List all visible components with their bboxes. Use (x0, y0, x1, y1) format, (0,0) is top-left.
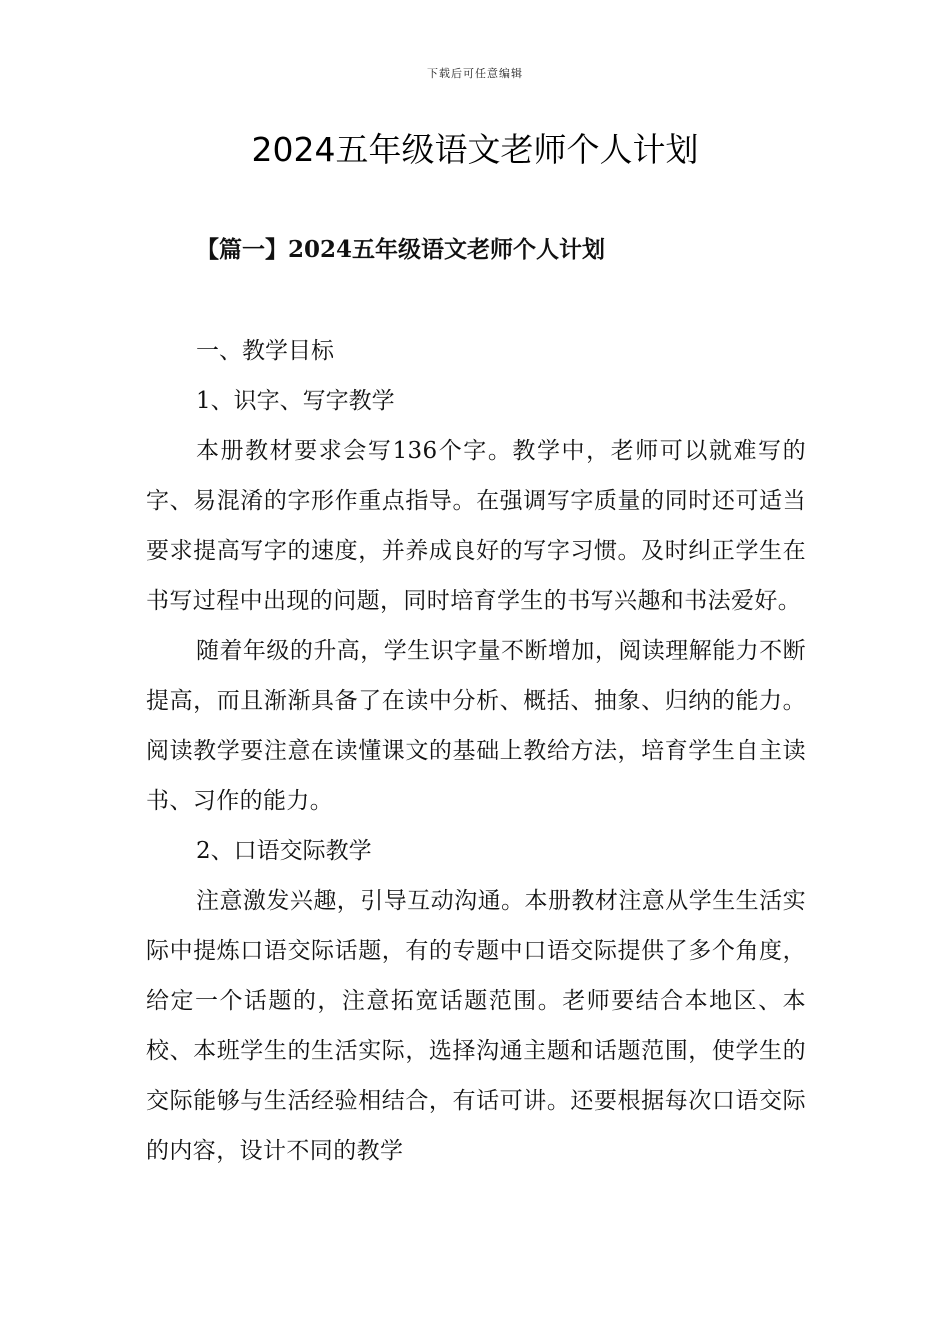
paragraph-writing: 本册教材要求会写136个字。教学中，老师可以就难写的字、易混淆的字形作重点指导。在强调写字质量的同时还可适当要求提高写字的速度，并养成良好的写字习惯。及时纠正学生在书写过程中出现的问题，同时培育学生的书写兴趣和书法爱好。 (146, 438, 806, 614)
paragraph-oral-communication: 注意激发兴趣，引导互动沟通。本册教材注意从学生生活实际中提炼口语交际话题，有的专题中口语交际提供了多个角度，给定一个话题的，注意拓宽话题范围。老师要结合本地区、本校、本班学生的生活实际，选择沟通主题和话题范围，使学生的交际能够与生活经验相结合，有话可讲。还要根据每次口语交际的内容，设计不同的教学 (146, 888, 806, 1164)
section-heading: 【篇一】2024五年级语文老师个人计划 (196, 236, 606, 263)
header-note: 下载后可任意编辑 (427, 67, 523, 80)
subheading-literacy-writing: 1、识字、写字教学 (196, 388, 395, 414)
subheading-oral-communication: 2、口语交际教学 (196, 838, 372, 864)
paragraph-reading: 随着年级的升高，学生识字量不断增加，阅读理解能力不断提高，而且渐渐具备了在读中分析、概括、抽象、归纳的能力。阅读教学要注意在读懂课文的基础上教给方法，培育学生自主读书、习作的能力。 (146, 638, 806, 814)
document-body (146, 326, 806, 1176)
heading-teaching-goals: 一、教学目标 (196, 338, 334, 364)
document-title: 2024五年级语文老师个人计划 (251, 130, 699, 169)
